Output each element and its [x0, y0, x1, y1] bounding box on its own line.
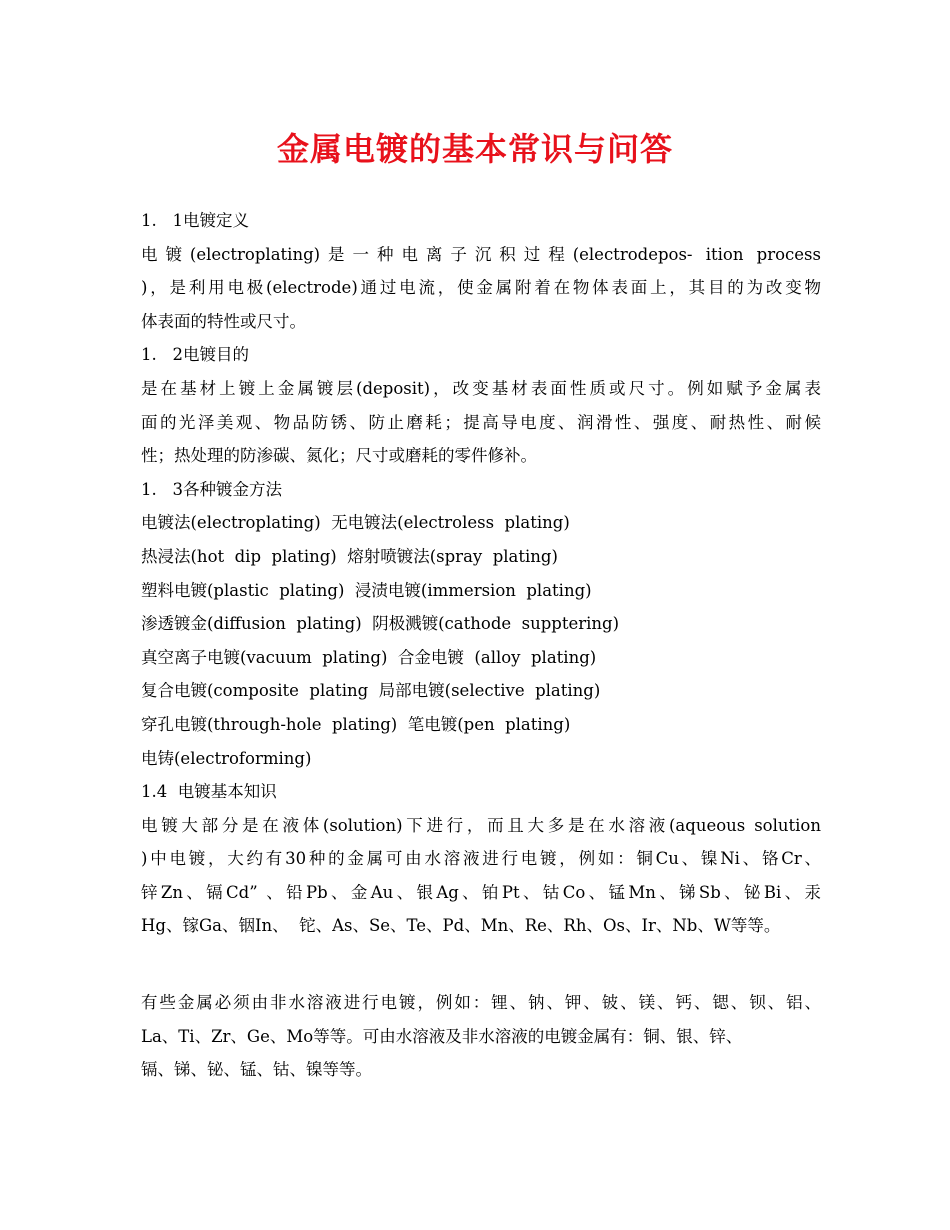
paragraph-line: )中电镀，大约有30种的金属可由水溶液进行电镀，例如：铜Cu、镍Ni、铬Cr、: [141, 849, 821, 869]
method-line: 电铸(electroforming): [141, 748, 312, 768]
paragraph-line: 镉、锑、铋、锰、钴、镍等等。: [141, 1060, 372, 1080]
page-title: 金属电镀的基本常识与问答: [276, 130, 673, 168]
section-heading: 1.4 电镀基本知识: [141, 782, 277, 802]
section-heading: 1. 3各种镀金方法: [141, 479, 282, 499]
method-line: 渗透镀金(diffusion plating) 阴极溅镀(cathode supptering): [141, 614, 620, 634]
method-line: 复合电镀(composite plating 局部电镀(selective plating): [141, 681, 601, 701]
paragraph-line: 电镀大部分是在液体(solution)下进行，而且大多是在水溶液(aqueous solution: [141, 815, 821, 835]
section-heading: 1. 1电镀定义: [141, 211, 249, 230]
section-heading: 1. 2电镀目的: [141, 345, 249, 365]
method-line: 真空离子电镀(vacuum plating) 合金电镀 (alloy plating): [141, 647, 597, 667]
paragraph-spacer: [141, 943, 821, 986]
paragraph-line: 面的光泽美观、物品防锈、防止磨耗；提高导电度、润滑性、强度、耐热性、耐候: [141, 412, 821, 432]
paragraph-line: 有些金属必须由非水溶液进行电镀，例如：锂、钠、钾、铍、镁、钙、锶、钡、铝、: [141, 993, 821, 1013]
paragraph-line: Hg、镓Ga、铟In、 铊、As、Se、Te、Pd、Mn、Re、Rh、Os、Ir、Nb、W等等。: [141, 916, 781, 936]
method-line: 电镀法(electroplating) 无电镀法(electroless plating): [141, 513, 570, 533]
paragraph-line: 电镀(electroplating)是一种电离子沉积过程(electrodepos- ition process: [141, 244, 821, 264]
paragraph-line: 锌Zn、镉Cd” 、铅Pb、金Au、银Ag、铂Pt、钴Co、锰Mn、锑Sb、铋Bi、汞: [141, 882, 821, 902]
document-body: [141, 204, 821, 1087]
paragraph-line: )，是利用电极(electrode)通过电流，使金属附着在物体表面上，其目的为改变物: [141, 278, 821, 298]
method-line: 热浸法(hot dip plating) 熔射喷镀法(spray plating): [141, 546, 558, 566]
method-line: 穿孔电镀(through-hole plating) 笔电镀(pen plating): [141, 714, 571, 734]
method-line: 塑料电镀(plastic plating) 浸渍电镀(immersion plating): [141, 580, 592, 600]
paragraph-line: 是在基材上镀上金属镀层(deposit)，改变基材表面性质或尺寸。例如赋予金属表: [141, 378, 821, 398]
paragraph-line: 性；热处理的防渗碳、氮化；尺寸或磨耗的零件修补。: [141, 446, 537, 466]
paragraph-line: La、Ti、Zr、Ge、Mo等等。可由水溶液及非水溶液的电镀金属有：铜、银、锌、: [141, 1026, 743, 1046]
paragraph-line: 体表面的特性或尺寸。: [141, 311, 306, 331]
